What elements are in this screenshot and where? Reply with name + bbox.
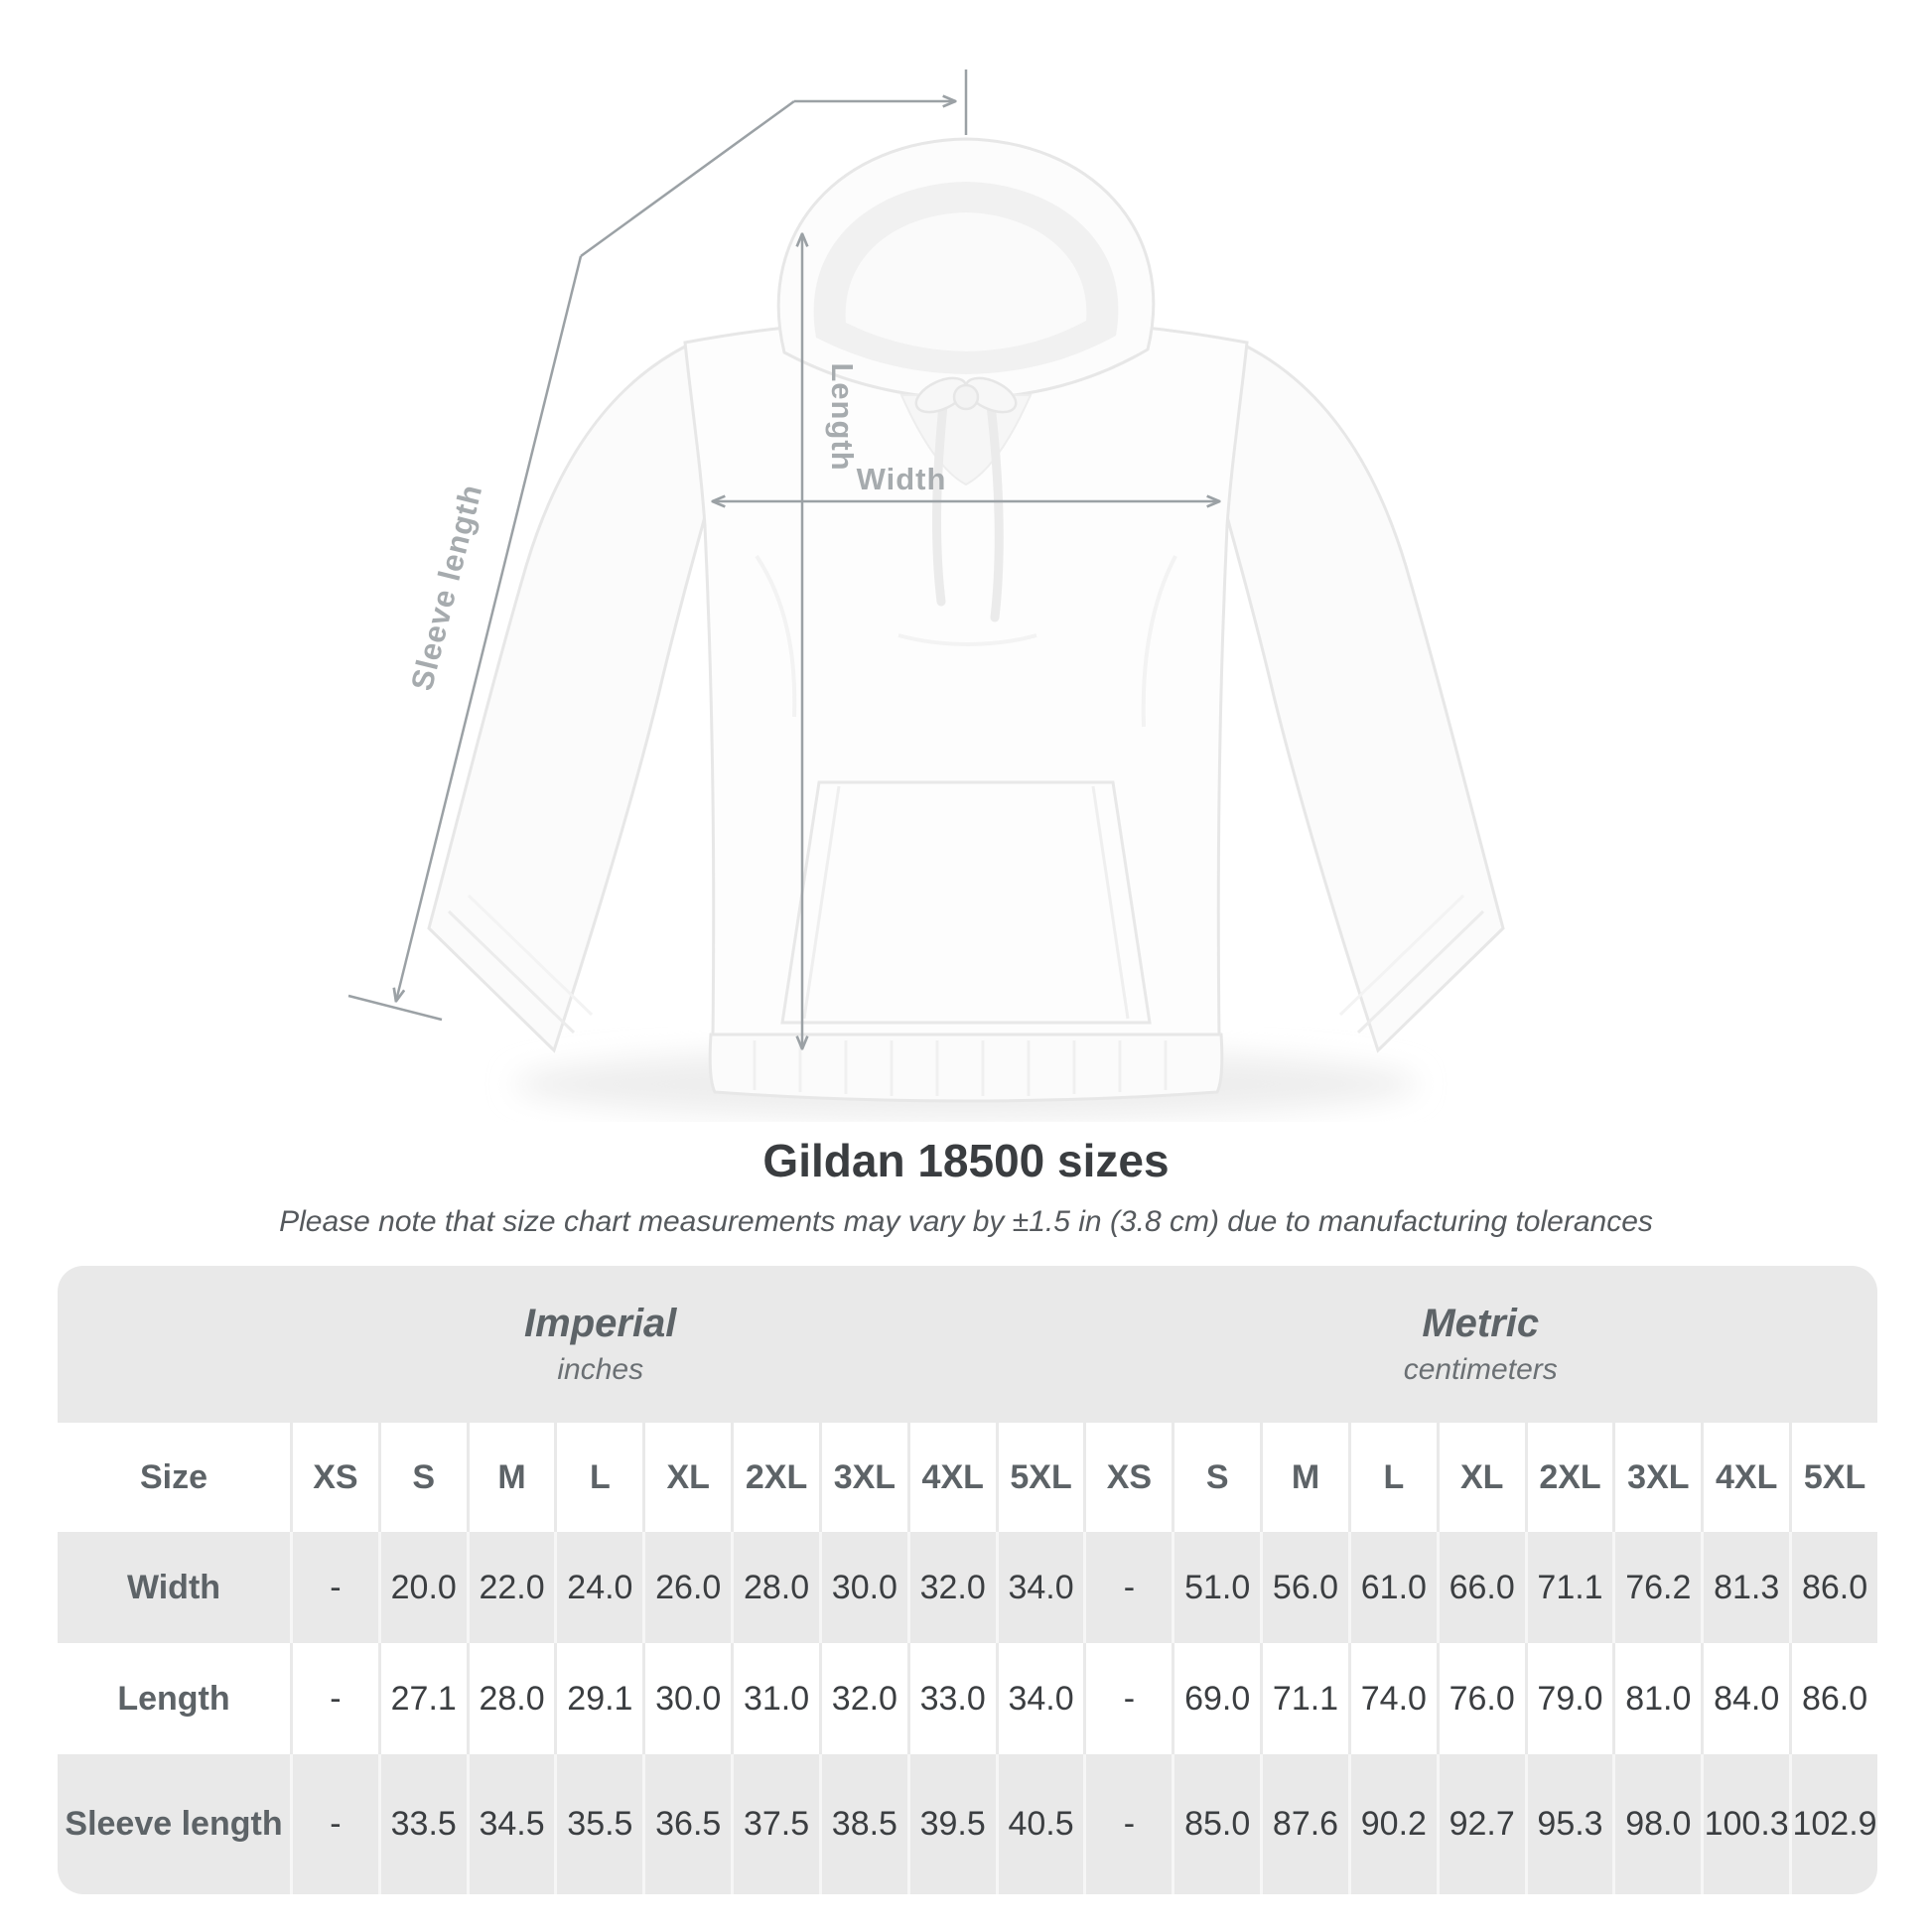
size-table-container	[58, 1266, 1877, 1894]
value-cell: 26.0	[642, 1532, 731, 1643]
size-header-cell: 3XL	[1612, 1423, 1701, 1532]
value-cell: 32.0	[819, 1643, 907, 1754]
value-cell: 39.5	[907, 1754, 996, 1894]
value-cell: 37.5	[731, 1754, 819, 1894]
table-row-length	[58, 1643, 1877, 1754]
size-header-cell: 2XL	[1525, 1423, 1613, 1532]
unit-group-row	[58, 1266, 1877, 1423]
sleeve-length-label: Sleeve length	[404, 480, 489, 694]
value-cell: 30.0	[642, 1643, 731, 1754]
imperial-unit: inches	[557, 1353, 644, 1386]
value-cell: 81.0	[1612, 1643, 1701, 1754]
value-cell: 92.7	[1437, 1754, 1525, 1894]
value-cell: 20.0	[378, 1532, 467, 1643]
width-label: Width	[856, 462, 947, 496]
metric-label: Metric	[1422, 1302, 1540, 1345]
value-cell: 66.0	[1437, 1532, 1525, 1643]
size-header-cell: 5XL	[996, 1423, 1084, 1532]
sleeve-bottom-tick	[348, 996, 442, 1020]
length-label: Length	[825, 362, 860, 472]
size-column-header: Size	[58, 1423, 290, 1532]
value-cell: -	[290, 1532, 378, 1643]
row-label: Length	[58, 1643, 290, 1754]
imperial-label: Imperial	[524, 1302, 677, 1345]
table-row-width	[58, 1532, 1877, 1643]
size-header-cell: M	[1260, 1423, 1348, 1532]
size-header-cell: M	[467, 1423, 555, 1532]
row-label: Width	[126, 1568, 221, 1606]
value-cell: 28.0	[467, 1643, 555, 1754]
value-cell: 24.0	[554, 1532, 642, 1643]
value-cell: 31.0	[731, 1643, 819, 1754]
value-cell: 56.0	[1260, 1532, 1348, 1643]
kangaroo-pocket	[782, 782, 1150, 1023]
size-header-cell: 4XL	[1701, 1423, 1789, 1532]
value-cell: -	[1083, 1532, 1172, 1643]
value-cell: 69.0	[1172, 1643, 1260, 1754]
value-cell: 90.2	[1348, 1754, 1437, 1894]
value-cell: 71.1	[1525, 1532, 1613, 1643]
value-cell: -	[1083, 1754, 1172, 1894]
metric-group-header	[1083, 1266, 1877, 1423]
value-cell: 71.1	[1260, 1643, 1348, 1754]
size-table	[58, 1266, 1877, 1894]
value-cell: 86.0	[1789, 1643, 1877, 1754]
value-cell: -	[1083, 1643, 1172, 1754]
size-header-cell: 2XL	[731, 1423, 819, 1532]
value-cell: 86.0	[1789, 1532, 1877, 1643]
value-cell: 76.0	[1437, 1643, 1525, 1754]
value-cell: 79.0	[1525, 1643, 1613, 1754]
value-cell: 34.5	[467, 1754, 555, 1894]
value-cell: 35.5	[554, 1754, 642, 1894]
value-cell: 98.0	[1612, 1754, 1701, 1894]
size-header-cell: S	[378, 1423, 467, 1532]
sleeve-diagonal-upper	[581, 101, 794, 256]
value-cell: 27.1	[378, 1643, 467, 1754]
metric-unit: centimeters	[1403, 1353, 1558, 1386]
table-row-sleeve-length	[58, 1754, 1877, 1894]
value-cell: 34.0	[996, 1532, 1084, 1643]
value-cell: 38.5	[819, 1754, 907, 1894]
size-header-cell: 5XL	[1789, 1423, 1877, 1532]
value-cell: 40.5	[996, 1754, 1084, 1894]
value-cell: 51.0	[1172, 1532, 1260, 1643]
value-cell: 100.3	[1701, 1754, 1789, 1894]
size-header-row	[58, 1423, 1877, 1532]
value-cell: 81.3	[1701, 1532, 1789, 1643]
right-sleeve	[1227, 345, 1503, 1050]
page-title: Gildan 18500 sizes	[762, 1135, 1170, 1186]
value-cell: -	[290, 1754, 378, 1894]
size-header-cell: XS	[1083, 1423, 1172, 1532]
value-cell: 22.0	[467, 1532, 555, 1643]
value-cell: 28.0	[731, 1532, 819, 1643]
value-cell: 74.0	[1348, 1643, 1437, 1754]
size-header-cell: S	[1172, 1423, 1260, 1532]
value-cell: 84.0	[1701, 1643, 1789, 1754]
value-cell: 34.0	[996, 1643, 1084, 1754]
tolerance-note: Please note that size chart measurements may vary by ±1.5 in (3.8 cm) due to manufacturing tolerances	[279, 1205, 1653, 1238]
size-header-cell: XL	[642, 1423, 731, 1532]
value-cell: 102.9	[1789, 1754, 1877, 1894]
value-cell: 87.6	[1260, 1754, 1348, 1894]
size-header-cell: XL	[1437, 1423, 1525, 1532]
imperial-group-header	[58, 1266, 1083, 1423]
size-header-cell: L	[1348, 1423, 1437, 1532]
value-cell: 33.5	[378, 1754, 467, 1894]
value-cell: 33.0	[907, 1643, 996, 1754]
hem-band	[710, 1035, 1222, 1101]
value-cell: 95.3	[1525, 1754, 1613, 1894]
size-header-cell: 4XL	[907, 1423, 996, 1532]
value-cell: 36.5	[642, 1754, 731, 1894]
row-label: Sleeve length	[65, 1805, 283, 1843]
value-cell: 85.0	[1172, 1754, 1260, 1894]
size-header-cell: 3XL	[819, 1423, 907, 1532]
value-cell: 76.2	[1612, 1532, 1701, 1643]
value-cell: 30.0	[819, 1532, 907, 1643]
value-cell: 32.0	[907, 1532, 996, 1643]
value-cell: 61.0	[1348, 1532, 1437, 1643]
value-cell: 29.1	[554, 1643, 642, 1754]
size-header-cell: XS	[290, 1423, 378, 1532]
value-cell: -	[290, 1643, 378, 1754]
size-header-cell: L	[554, 1423, 642, 1532]
